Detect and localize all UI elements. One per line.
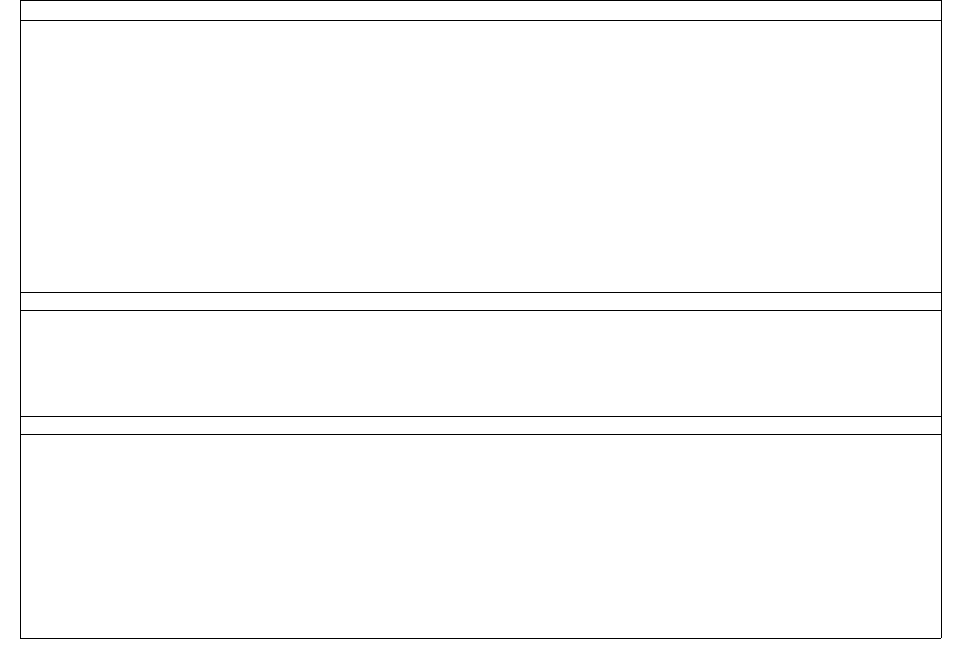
divider xyxy=(20,0,941,1)
divider xyxy=(20,292,941,293)
divider xyxy=(20,20,941,21)
divider xyxy=(20,434,941,435)
divider xyxy=(20,638,941,639)
document-frame xyxy=(20,0,942,638)
divider xyxy=(20,416,941,417)
divider xyxy=(20,310,941,311)
